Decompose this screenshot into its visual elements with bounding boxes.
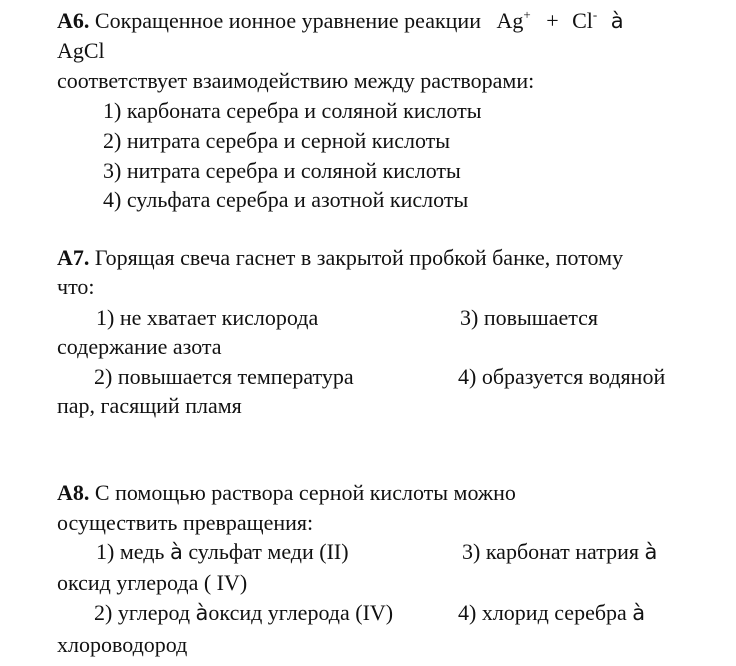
question-a7-option-2: 2) повышается температура: [94, 364, 354, 389]
question-a7-option-4: 4) образуется водяной: [458, 364, 666, 389]
reaction-arrow-icon: à: [169, 540, 183, 564]
question-a7-line1: [57, 244, 623, 272]
plus-sign: +: [546, 8, 559, 33]
question-a8-option-3-cont: оксид углерода ( IV): [57, 570, 248, 595]
reaction-arrow-icon: à: [632, 601, 646, 625]
ion-cl-symbol: Cl: [572, 8, 593, 33]
question-a6-option-4: 4) сульфата серебра и азотной кислоты: [103, 187, 469, 212]
question-a8-line1: [57, 479, 516, 507]
question-a6-line1: [57, 7, 624, 35]
ion-cl: [572, 8, 597, 33]
question-a6-option-2: 2) нитрата серебра и серной кислоты: [103, 128, 451, 153]
question-a8-option-3-from: 3) карбонат натрия: [462, 539, 639, 564]
question-a8-option-1: [96, 538, 349, 566]
reaction-arrow-icon: à: [610, 9, 624, 33]
question-a7-line2: что:: [57, 274, 95, 299]
question-a7-option-1: 1) не хватает кислорода: [96, 305, 319, 330]
question-a8-option-3: [462, 538, 657, 566]
question-a7-option-3: 3) повышается: [460, 305, 599, 330]
question-a8-option-1-to: сульфат меди (II): [188, 539, 349, 564]
question-a8-option-2-to: оксид углерода (IV): [208, 600, 394, 625]
question-a6-product: AgCl: [57, 38, 105, 63]
question-a6-intro: Сокращенное ионное уравнение реакции: [94, 8, 481, 33]
question-a8-option-4-from: 4) хлорид серебра: [458, 600, 627, 625]
question-a8-option-4-cont: хлороводород: [57, 632, 188, 657]
question-a8-option-2: [94, 599, 393, 627]
question-a8-line2: осуществить превращения:: [57, 510, 314, 535]
reaction-arrow-icon: à: [644, 540, 658, 564]
question-a7-number: А7.: [57, 245, 90, 270]
question-a8-text: С помощью раствора серной кислоты можно: [94, 480, 516, 505]
question-a8-option-2-from: 2) углерод: [94, 600, 191, 625]
question-a6-option-3: 3) нитрата серебра и соляной кислоты: [103, 158, 461, 183]
question-a6-continuation: соответствует взаимодействию между растворами:: [57, 68, 535, 93]
question-a8-number: А8.: [57, 480, 90, 505]
question-a6-option-1: 1) карбоната серебра и соляной кислоты: [103, 98, 482, 123]
ion-cl-charge: -: [592, 7, 598, 22]
ion-ag: [496, 8, 530, 33]
question-a6-number: А6.: [57, 8, 90, 33]
question-a7-option-4-cont: пар, гасящий пламя: [57, 393, 242, 418]
reaction-arrow-icon: à: [195, 601, 209, 625]
question-a8-option-4: [458, 599, 645, 627]
question-a8-option-1-from: 1) медь: [96, 539, 165, 564]
question-a7-text: Горящая свеча гаснет в закрытой пробкой банке, потому: [94, 245, 624, 270]
ion-ag-symbol: Ag: [496, 8, 524, 33]
ion-ag-charge: +: [523, 7, 531, 22]
question-a7-option-3-cont: содержание азота: [57, 334, 222, 359]
